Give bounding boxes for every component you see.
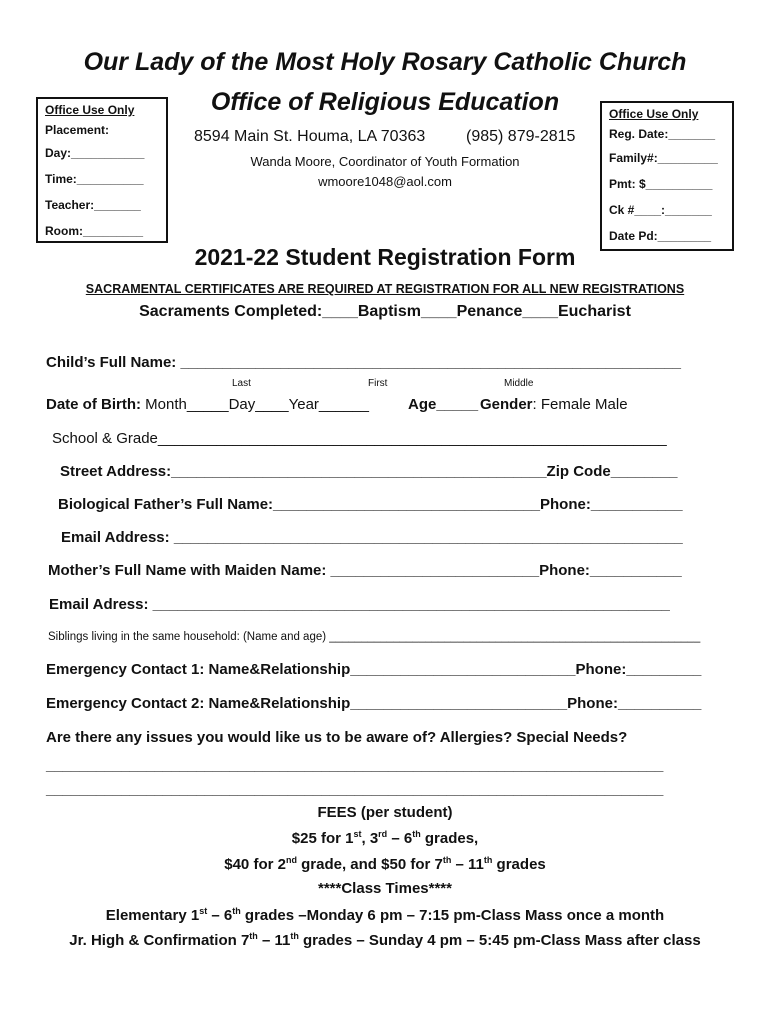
payment-field[interactable]: Pmt: $__________	[609, 177, 713, 191]
coordinator: Wanda Moore, Coordinator of Youth Formation	[250, 154, 520, 169]
siblings-field[interactable]: Siblings living in the same household: (Name and age) __________________________________________________________	[48, 631, 701, 643]
name-first-label: First	[368, 378, 388, 389]
father-email-field[interactable]: Email Address: _____________________________________________________________	[61, 529, 683, 546]
coordinator-email: wmoore1048@aol.com	[318, 174, 452, 189]
age-field[interactable]: Age_____	[408, 396, 479, 413]
office-use-box-right	[600, 101, 734, 251]
form-title: 2021-22 Student Registration Form	[194, 244, 576, 270]
gender-row	[480, 396, 628, 413]
teacher-field[interactable]: Teacher:_______	[45, 198, 141, 212]
school-grade-field[interactable]: School & Grade_____________________________________________________________	[52, 430, 667, 447]
church-name: Our Lady of the Most Holy Rosary Catholic Church	[83, 48, 687, 76]
time-field[interactable]: Time:__________	[45, 172, 144, 186]
fees-line-1: $25 for 1st, 3rd – 6th grades,	[291, 829, 479, 847]
day-field[interactable]: Day:___________	[45, 146, 145, 160]
mother-name-field[interactable]: Mother’s Full Name with Maiden Name: _________________________Phone:___________	[48, 562, 682, 579]
dob-row	[46, 396, 369, 413]
gender-options[interactable]: : Female Male	[532, 396, 628, 413]
elementary-class-times: Elementary 1st – 6th grades –Monday 6 pm – 7:15 pm-Class Mass once a month	[105, 906, 665, 924]
gender-label: Gender	[480, 396, 533, 413]
dob-label: Date of Birth:	[46, 396, 141, 413]
child-name-field[interactable]: Child’s Full Name: ____________________________________________________________	[46, 354, 681, 371]
issues-blank-line-2[interactable]: __________________________________________________________________________	[46, 781, 664, 798]
emergency-contact-2-field[interactable]: Emergency Contact 2: Name&Relationship__________________________Phone:__________	[46, 695, 702, 712]
family-number-field[interactable]: Family#:_________	[609, 151, 718, 165]
reg-date-field[interactable]: Reg. Date:_______	[609, 127, 716, 141]
office-use-heading: Office Use Only	[609, 107, 699, 121]
placement-field[interactable]: Placement:	[45, 123, 110, 137]
fees-line-2: $40 for 2nd grade, and $50 for 7th – 11th grades	[224, 855, 546, 873]
father-name-field[interactable]: Biological Father’s Full Name:________________________________Phone:___________	[58, 496, 683, 513]
office-title: Office of Religious Education	[210, 88, 560, 116]
class-times-heading: ****Class Times****	[318, 880, 452, 897]
mother-email-field[interactable]: Email Adress: ______________________________________________________________	[49, 596, 670, 613]
issues-question: Are there any issues you would like us to be aware of? Allergies? Special Needs?	[46, 729, 628, 746]
church-address: 8594 Main St. Houma, LA 70363	[194, 128, 426, 145]
certificate-notice: SACRAMENTAL CERTIFICATES ARE REQUIRED AT REGISTRATION FOR ALL NEW REGISTRATIONS	[85, 282, 685, 296]
room-field[interactable]: Room:_________	[45, 224, 144, 238]
name-last-label: Last	[232, 378, 251, 389]
fees-heading: FEES (per student)	[317, 804, 453, 821]
street-address-field[interactable]: Street Address:_____________________________________________Zip Code________	[60, 463, 678, 480]
date-paid-field[interactable]: Date Pd:________	[609, 229, 712, 243]
name-middle-label: Middle	[504, 378, 534, 389]
issues-blank-line-1[interactable]: __________________________________________________________________________	[46, 757, 664, 774]
church-phone: (985) 879-2815	[466, 128, 576, 145]
jr-high-class-times: Jr. High & Confirmation 7th – 11th grades – Sunday 4 pm – 5:45 pm-Class Mass after class	[69, 931, 701, 949]
office-use-heading: Office Use Only	[45, 103, 135, 117]
office-use-box-left	[36, 97, 168, 243]
dob-field[interactable]: Month_____Day____Year______	[141, 396, 369, 413]
sacraments-completed[interactable]: Sacraments Completed:____Baptism____Penance____Eucharist	[139, 303, 631, 320]
emergency-contact-1-field[interactable]: Emergency Contact 1: Name&Relationship___________________________Phone:_________	[46, 661, 702, 678]
check-number-field[interactable]: Ck #____:_______	[609, 203, 712, 217]
